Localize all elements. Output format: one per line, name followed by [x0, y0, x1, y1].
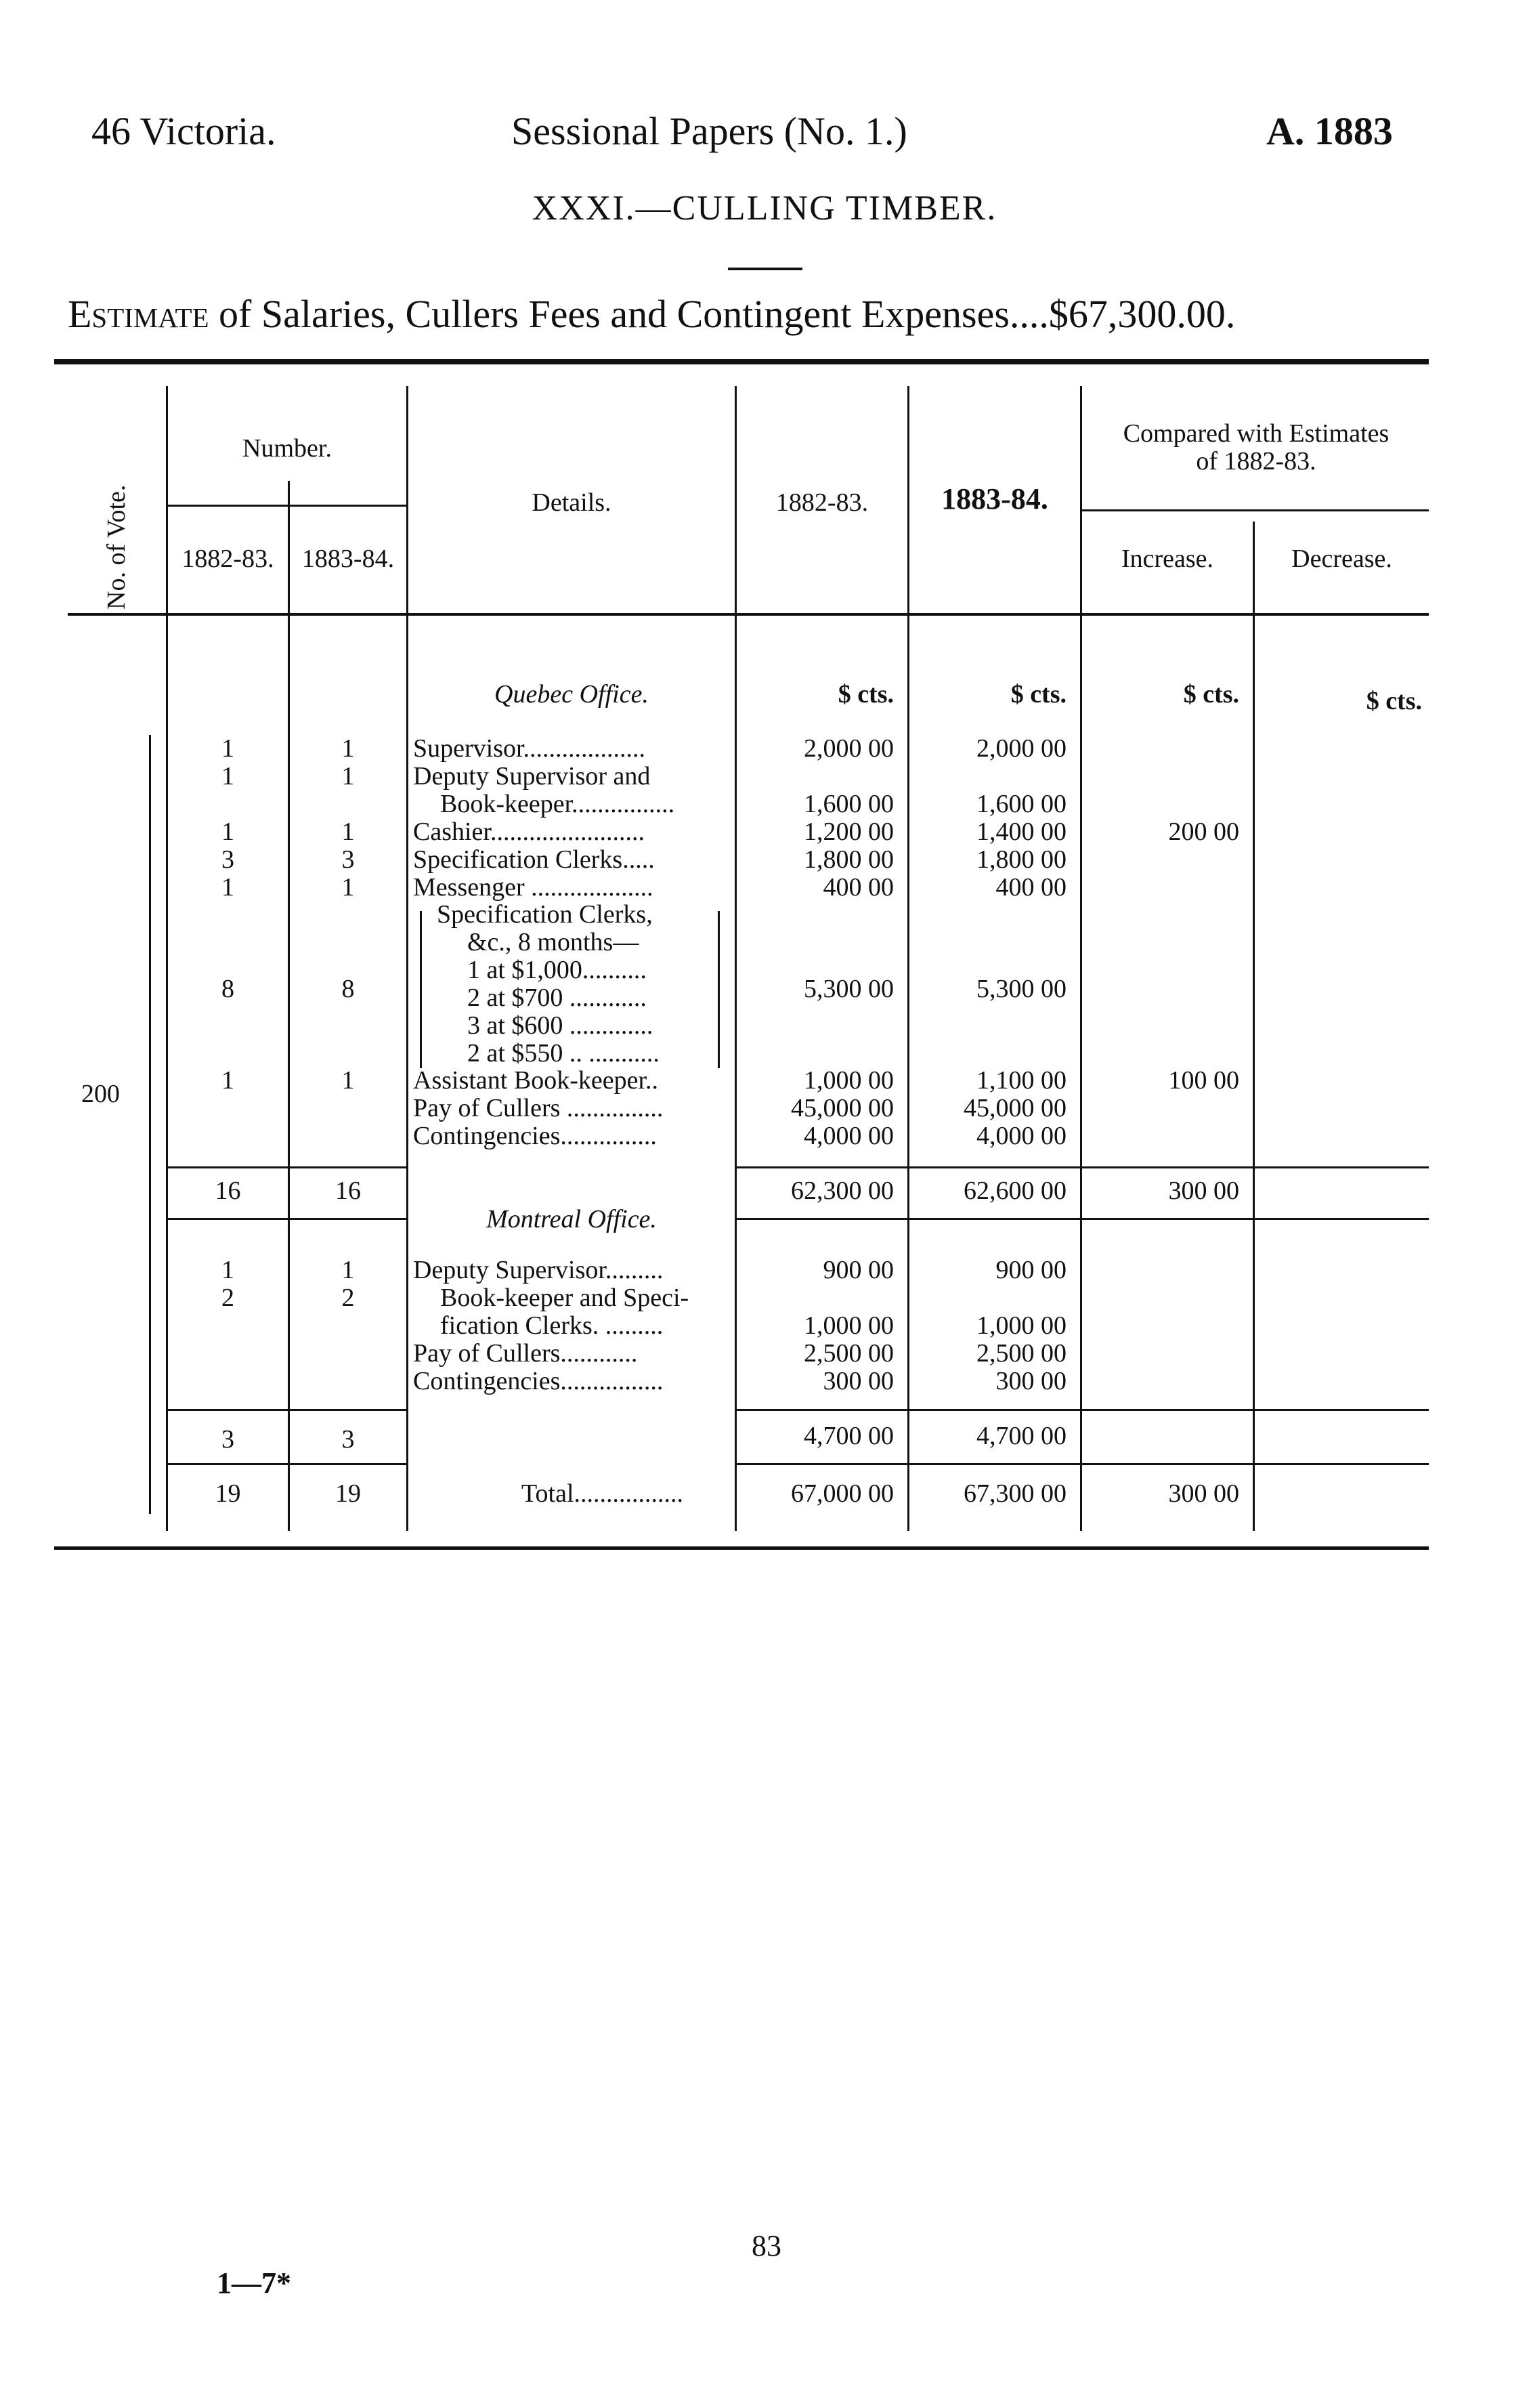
quebec-total-rule-a [168, 1218, 406, 1220]
section-title: XXXI.—CULLING TIMBER. [532, 189, 997, 228]
grand-total-v1: 67,000 00 [791, 1479, 894, 1508]
montreal-sum-rule-b [737, 1409, 1429, 1411]
number-header: Number. [242, 434, 332, 463]
table-top-rule [54, 359, 1429, 364]
grand-total-v2: 67,300 00 [964, 1479, 1067, 1508]
number-year1-header: 1882-83. [181, 545, 274, 573]
grand-total-n1: 19 [215, 1479, 241, 1508]
quebec-row-v1: 2,000 00 [804, 734, 894, 763]
quebec-row-detail: Assistant Book-keeper.. [413, 1066, 659, 1095]
spec-line: 1 at $1,000.......... [467, 956, 647, 984]
quebec-row-v2: 1,400 00 [976, 818, 1067, 846]
quebec-row-v2: 400 00 [995, 873, 1067, 902]
quebec-row-n2: 1 [341, 1066, 355, 1095]
montreal-total-v1: 4,700 00 [804, 1422, 894, 1450]
quebec-row-detail: Specification Clerks..... [413, 845, 655, 874]
vote-number: 200 [81, 1080, 120, 1108]
grand-total-n2: 19 [335, 1479, 361, 1508]
table-bottom-rule [54, 1546, 1429, 1550]
spec-bracket-left [420, 911, 422, 1068]
quebec-row-v1: 1,000 00 [804, 1066, 894, 1095]
estimate-line [68, 291, 1235, 337]
montreal-row-v1: 300 00 [823, 1367, 894, 1395]
quebec-row-v2: 1,600 00 [976, 790, 1067, 818]
col-line-2 [288, 481, 290, 1531]
col-1882-83-header: 1882-83. [775, 488, 869, 517]
quebec-row-detail: Messenger ................... [413, 873, 653, 902]
quebec-row-v2: 1,100 00 [976, 1066, 1067, 1095]
quebec-row-v2: 1,800 00 [976, 845, 1067, 874]
quebec-row-detail: Book-keeper................ [440, 790, 675, 818]
quebec-total-rule-b [737, 1218, 1429, 1220]
compared-header: Compared with Estimates of 1882-83. [1123, 419, 1390, 476]
quebec-row-detail: Deputy Supervisor and [413, 762, 651, 790]
quebec-row-n2: 1 [341, 762, 355, 790]
montreal-row-n2: 1 [341, 1256, 355, 1284]
quebec-row-detail: Contingencies............... [413, 1122, 657, 1150]
quebec-row-v1: 1,600 00 [804, 790, 894, 818]
montreal-row-n1: 2 [221, 1284, 234, 1312]
quebec-row-detail: Cashier........................ [413, 818, 645, 846]
header-center: Sessional Papers (No. 1.) [511, 109, 907, 153]
spec-v1: 5,300 00 [804, 975, 894, 1003]
quebec-row-v1: 400 00 [823, 873, 894, 902]
quebec-row-v1: 4,000 00 [804, 1122, 894, 1150]
montreal-row-n1: 1 [221, 1256, 234, 1284]
quebec-row-n1: 1 [221, 818, 234, 846]
montreal-row-detail: Contingencies................ [413, 1367, 664, 1395]
grand-total-label: Total................. [521, 1479, 684, 1508]
montreal-total-rule-a [168, 1463, 406, 1465]
estimate-prefix: Estimate [68, 292, 209, 336]
title-rule [728, 268, 802, 270]
montreal-total-rule-b [737, 1463, 1429, 1465]
vote-bracket [149, 735, 151, 1514]
col-line-7 [1253, 522, 1255, 1531]
units-c4: $ cts. [1366, 687, 1422, 715]
montreal-row-detail: Deputy Supervisor......... [413, 1256, 664, 1284]
spec-line: 3 at $600 ............. [467, 1011, 653, 1040]
footer-mark: 1—7* [217, 2266, 291, 2300]
page-number: 83 [752, 2229, 781, 2262]
quebec-office-heading: Quebec Office. [494, 680, 649, 709]
quebec-total-v1: 62,300 00 [791, 1177, 894, 1205]
quebec-sum-rule-a [168, 1166, 406, 1168]
quebec-row-increase: 200 00 [1168, 818, 1239, 846]
quebec-total-n1: 16 [215, 1177, 241, 1205]
number-rule [166, 505, 406, 507]
units-c3: $ cts. [1183, 680, 1239, 709]
quebec-total-n2: 16 [335, 1177, 361, 1205]
quebec-row-detail: Supervisor................... [413, 734, 646, 763]
montreal-total-n2: 3 [341, 1425, 355, 1454]
number-year2-header: 1883-84. [301, 545, 395, 573]
quebec-row-n1: 1 [221, 1066, 234, 1095]
montreal-row-v1: 1,000 00 [804, 1311, 894, 1340]
quebec-row-n1: 1 [221, 734, 234, 763]
montreal-row-detail: fication Clerks. ......... [440, 1311, 664, 1340]
quebec-row-v1: 45,000 00 [791, 1094, 894, 1122]
spec-n1: 8 [221, 975, 234, 1003]
quebec-sum-rule-b [737, 1166, 1429, 1168]
spec-bracket-right [718, 911, 720, 1068]
quebec-total-v2: 62,600 00 [964, 1177, 1067, 1205]
quebec-row-n1: 1 [221, 873, 234, 902]
montreal-row-v1: 2,500 00 [804, 1339, 894, 1368]
montreal-office-heading: Montreal Office. [486, 1205, 657, 1233]
quebec-row-v2: 2,000 00 [976, 734, 1067, 763]
quebec-row-n2: 1 [341, 873, 355, 902]
quebec-row-v2: 45,000 00 [964, 1094, 1067, 1122]
spec-n2: 8 [341, 975, 355, 1003]
quebec-row-n1: 3 [221, 845, 234, 874]
compared-rule [1080, 509, 1429, 511]
quebec-row-v1: 1,800 00 [804, 845, 894, 874]
montreal-row-v2: 1,000 00 [976, 1311, 1067, 1340]
spec-line: 2 at $550 .. ........... [467, 1039, 660, 1068]
units-c2: $ cts. [1010, 680, 1067, 709]
col-1883-84-header: 1883-84. [941, 482, 1048, 515]
spec-line: &c., 8 months— [467, 928, 639, 956]
montreal-row-detail: Book-keeper and Speci- [440, 1284, 689, 1312]
header-left: 46 Victoria. [91, 109, 276, 153]
no-of-vote-header: No. of Vote. [102, 484, 131, 610]
quebec-row-n2: 1 [341, 734, 355, 763]
spec-line: 2 at $700 ............ [467, 984, 647, 1012]
montreal-total-v2: 4,700 00 [976, 1422, 1067, 1450]
quebec-row-n2: 1 [341, 818, 355, 846]
quebec-row-n2: 3 [341, 845, 355, 874]
montreal-total-n1: 3 [221, 1425, 234, 1454]
quebec-row-v1: 1,200 00 [804, 818, 894, 846]
quebec-row-increase: 100 00 [1168, 1066, 1239, 1095]
estimate-rest: of Salaries, Cullers Fees and Contingent Expenses....$67,300.00. [219, 292, 1236, 336]
increase-header: Increase. [1121, 545, 1214, 573]
header-bottom-rule [68, 613, 1429, 616]
montreal-sum-rule-a [168, 1409, 406, 1411]
grand-total-inc: 300 00 [1168, 1479, 1239, 1508]
spec-line: Specification Clerks, [437, 900, 653, 929]
quebec-row-v2: 4,000 00 [976, 1122, 1067, 1150]
spec-v2: 5,300 00 [976, 975, 1067, 1003]
header-right: A. 1883 [1266, 109, 1393, 153]
quebec-row-detail: Pay of Cullers ............... [413, 1094, 664, 1122]
montreal-row-v2: 300 00 [995, 1367, 1067, 1395]
details-header: Details. [532, 488, 611, 517]
col-line-3 [406, 386, 408, 1531]
montreal-row-v1: 900 00 [823, 1256, 894, 1284]
units-c1: $ cts. [838, 680, 894, 709]
quebec-total-inc: 300 00 [1168, 1177, 1239, 1205]
quebec-row-n1: 1 [221, 762, 234, 790]
decrease-header: Decrease. [1291, 545, 1392, 573]
montreal-row-detail: Pay of Cullers............ [413, 1339, 638, 1368]
montreal-row-v2: 2,500 00 [976, 1339, 1067, 1368]
montreal-row-n2: 2 [341, 1284, 355, 1312]
montreal-row-v2: 900 00 [995, 1256, 1067, 1284]
